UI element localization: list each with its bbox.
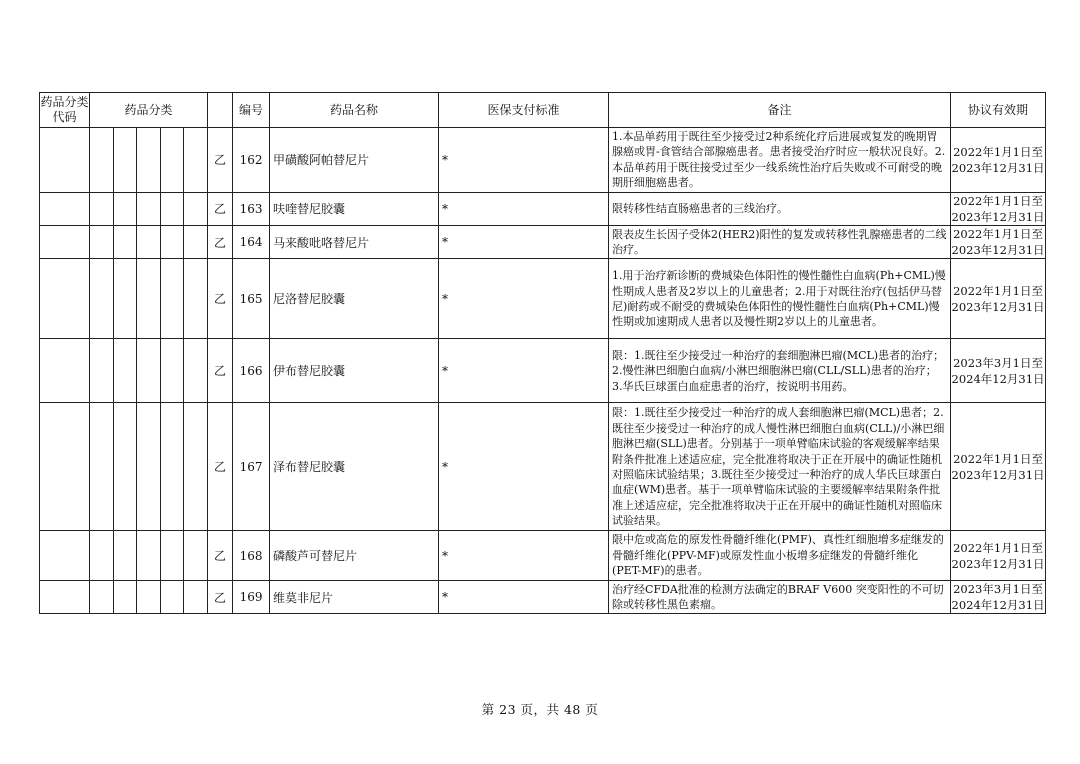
drug-table: [39, 92, 1046, 614]
class-cell: 乙: [208, 192, 233, 225]
header-name: 药品名称: [270, 93, 439, 128]
drug-name-cell: 马来酸吡咯替尼片: [270, 225, 439, 259]
validity-cell: 2023年3月1日至2024年12月31日: [951, 339, 1046, 403]
table-row: [40, 225, 1046, 259]
table-row: [40, 192, 1046, 225]
table-row: [40, 339, 1046, 403]
drug-name-cell: 泽布替尼胶囊: [270, 403, 439, 531]
class-cell: 乙: [208, 580, 233, 614]
validity-cell: 2022年1月1日至2023年12月31日: [951, 531, 1046, 580]
class-cell: 乙: [208, 225, 233, 259]
header-validity: 协议有效期: [951, 93, 1046, 128]
header-class: [208, 93, 233, 128]
validity-cell: 2022年1月1日至2023年12月31日: [951, 193, 1045, 224]
standard-cell: *: [439, 580, 609, 614]
class-cell: 乙: [208, 259, 233, 339]
table-header-row: [40, 93, 1046, 128]
note-cell: 限中危或高危的原发性骨髓纤维化(PMF)、真性红细胞增多症继发的骨髓纤维化(PPV-MF)或原发性血小板增多症继发的骨髓纤维化(PET-MF)的患者。: [609, 531, 951, 580]
page-footer: 第 23 页，共 48 页: [481, 702, 599, 717]
validity-cell: 2022年1月1日至2023年12月31日: [951, 128, 1046, 193]
number-cell: 163: [233, 192, 270, 225]
standard-cell: *: [439, 339, 609, 403]
table-row: [40, 403, 1046, 531]
class-cell: 乙: [208, 531, 233, 580]
header-number: 编号: [233, 93, 270, 128]
header-note: 备注: [609, 93, 951, 128]
number-cell: 168: [233, 531, 270, 580]
standard-cell: *: [439, 225, 609, 259]
validity-cell: 2023年3月1日至2024年12月31日: [951, 582, 1045, 613]
drug-name-cell: 磷酸芦可替尼片: [270, 531, 439, 580]
note-cell: 限转移性结直肠癌患者的三线治疗。: [609, 192, 951, 225]
note-cell: 限表皮生长因子受体2(HER2)阳性的复发或转移性乳腺癌患者的二线治疗。: [609, 225, 951, 259]
table-row: [40, 259, 1046, 339]
number-cell: 169: [233, 580, 270, 614]
drug-name-cell: 甲磺酸阿帕替尼片: [270, 128, 439, 193]
drug-name-cell: 伊布替尼胶囊: [270, 339, 439, 403]
class-cell: 乙: [208, 339, 233, 403]
number-cell: 162: [233, 128, 270, 193]
note-cell: 1.本品单药用于既往至少接受过2种系统化疗后进展或复发的晚期胃腺癌或胃-食管结合部腺癌患者。患者接受治疗时应一般状况良好。2.本品单药用于既往接受过至少一线系统性治疗后失败或不可耐受的晚期肝细胞癌患者。: [609, 128, 951, 193]
validity-cell: 2022年1月1日至2023年12月31日: [951, 227, 1045, 258]
note-cell: 治疗经CFDA批准的检测方法确定的BRAF V600 突变阳性的不可切除或转移性黑色素瘤。: [609, 580, 951, 614]
validity-cell: 2022年1月1日至2023年12月31日: [951, 259, 1046, 339]
standard-cell: *: [439, 192, 609, 225]
table-row: [40, 531, 1046, 580]
table-row: [40, 128, 1046, 193]
standard-cell: *: [439, 259, 609, 339]
number-cell: 167: [233, 403, 270, 531]
number-cell: 165: [233, 259, 270, 339]
drug-name-cell: 尼洛替尼胶囊: [270, 259, 439, 339]
header-code: 药品分类代码: [40, 93, 90, 128]
validity-cell: 2022年1月1日至2023年12月31日: [951, 403, 1046, 531]
drug-name-cell: 呋喹替尼胶囊: [270, 192, 439, 225]
number-cell: 164: [233, 225, 270, 259]
drug-name-cell: 维莫非尼片: [270, 580, 439, 614]
number-cell: 166: [233, 339, 270, 403]
note-cell: 1.用于治疗新诊断的费城染色体阳性的慢性髓性白血病(Ph+CML)慢性期成人患者及2岁以上的儿童患者；2.用于对既往治疗(包括伊马替尼)耐药或不耐受的费城染色体阳性的慢性髓性白血病(Ph+CML)慢性期或加速期成人患者以及慢性期2岁以上的儿童患者。: [609, 259, 951, 339]
table-row: [40, 580, 1046, 614]
standard-cell: *: [439, 128, 609, 193]
standard-cell: *: [439, 403, 609, 531]
class-cell: 乙: [208, 403, 233, 531]
header-category: 药品分类: [90, 93, 208, 128]
note-cell: 限：1.既往至少接受过一种治疗的成人套细胞淋巴瘤(MCL)患者；2.既往至少接受过一种治疗的成人慢性淋巴细胞白血病(CLL)/小淋巴细胞淋巴瘤(SLL)患者。分别基于一项单臂临床试验的客观缓解率结果附条件批准上述适应症，完全批准将取决于正在开展中的确证性随机对照临床试验结果；3.既往至少接受过一种治疗的成人华氏巨球蛋白血症(WM)患者。基于一项单臂临床试验的主要缓解率结果附条件批准上述适应症，完全批准将取决于正在开展中的确证性随机对照临床试验结果。: [609, 403, 951, 531]
header-standard: 医保支付标准: [439, 93, 609, 128]
note-cell: 限：1.既往至少接受过一种治疗的套细胞淋巴瘤(MCL)患者的治疗；2.慢性淋巴细胞白血病/小淋巴细胞淋巴瘤(CLL/SLL)患者的治疗；3.华氏巨球蛋白血症患者的治疗，按说明书用药。: [609, 339, 951, 403]
class-cell: 乙: [208, 128, 233, 193]
standard-cell: *: [439, 531, 609, 580]
